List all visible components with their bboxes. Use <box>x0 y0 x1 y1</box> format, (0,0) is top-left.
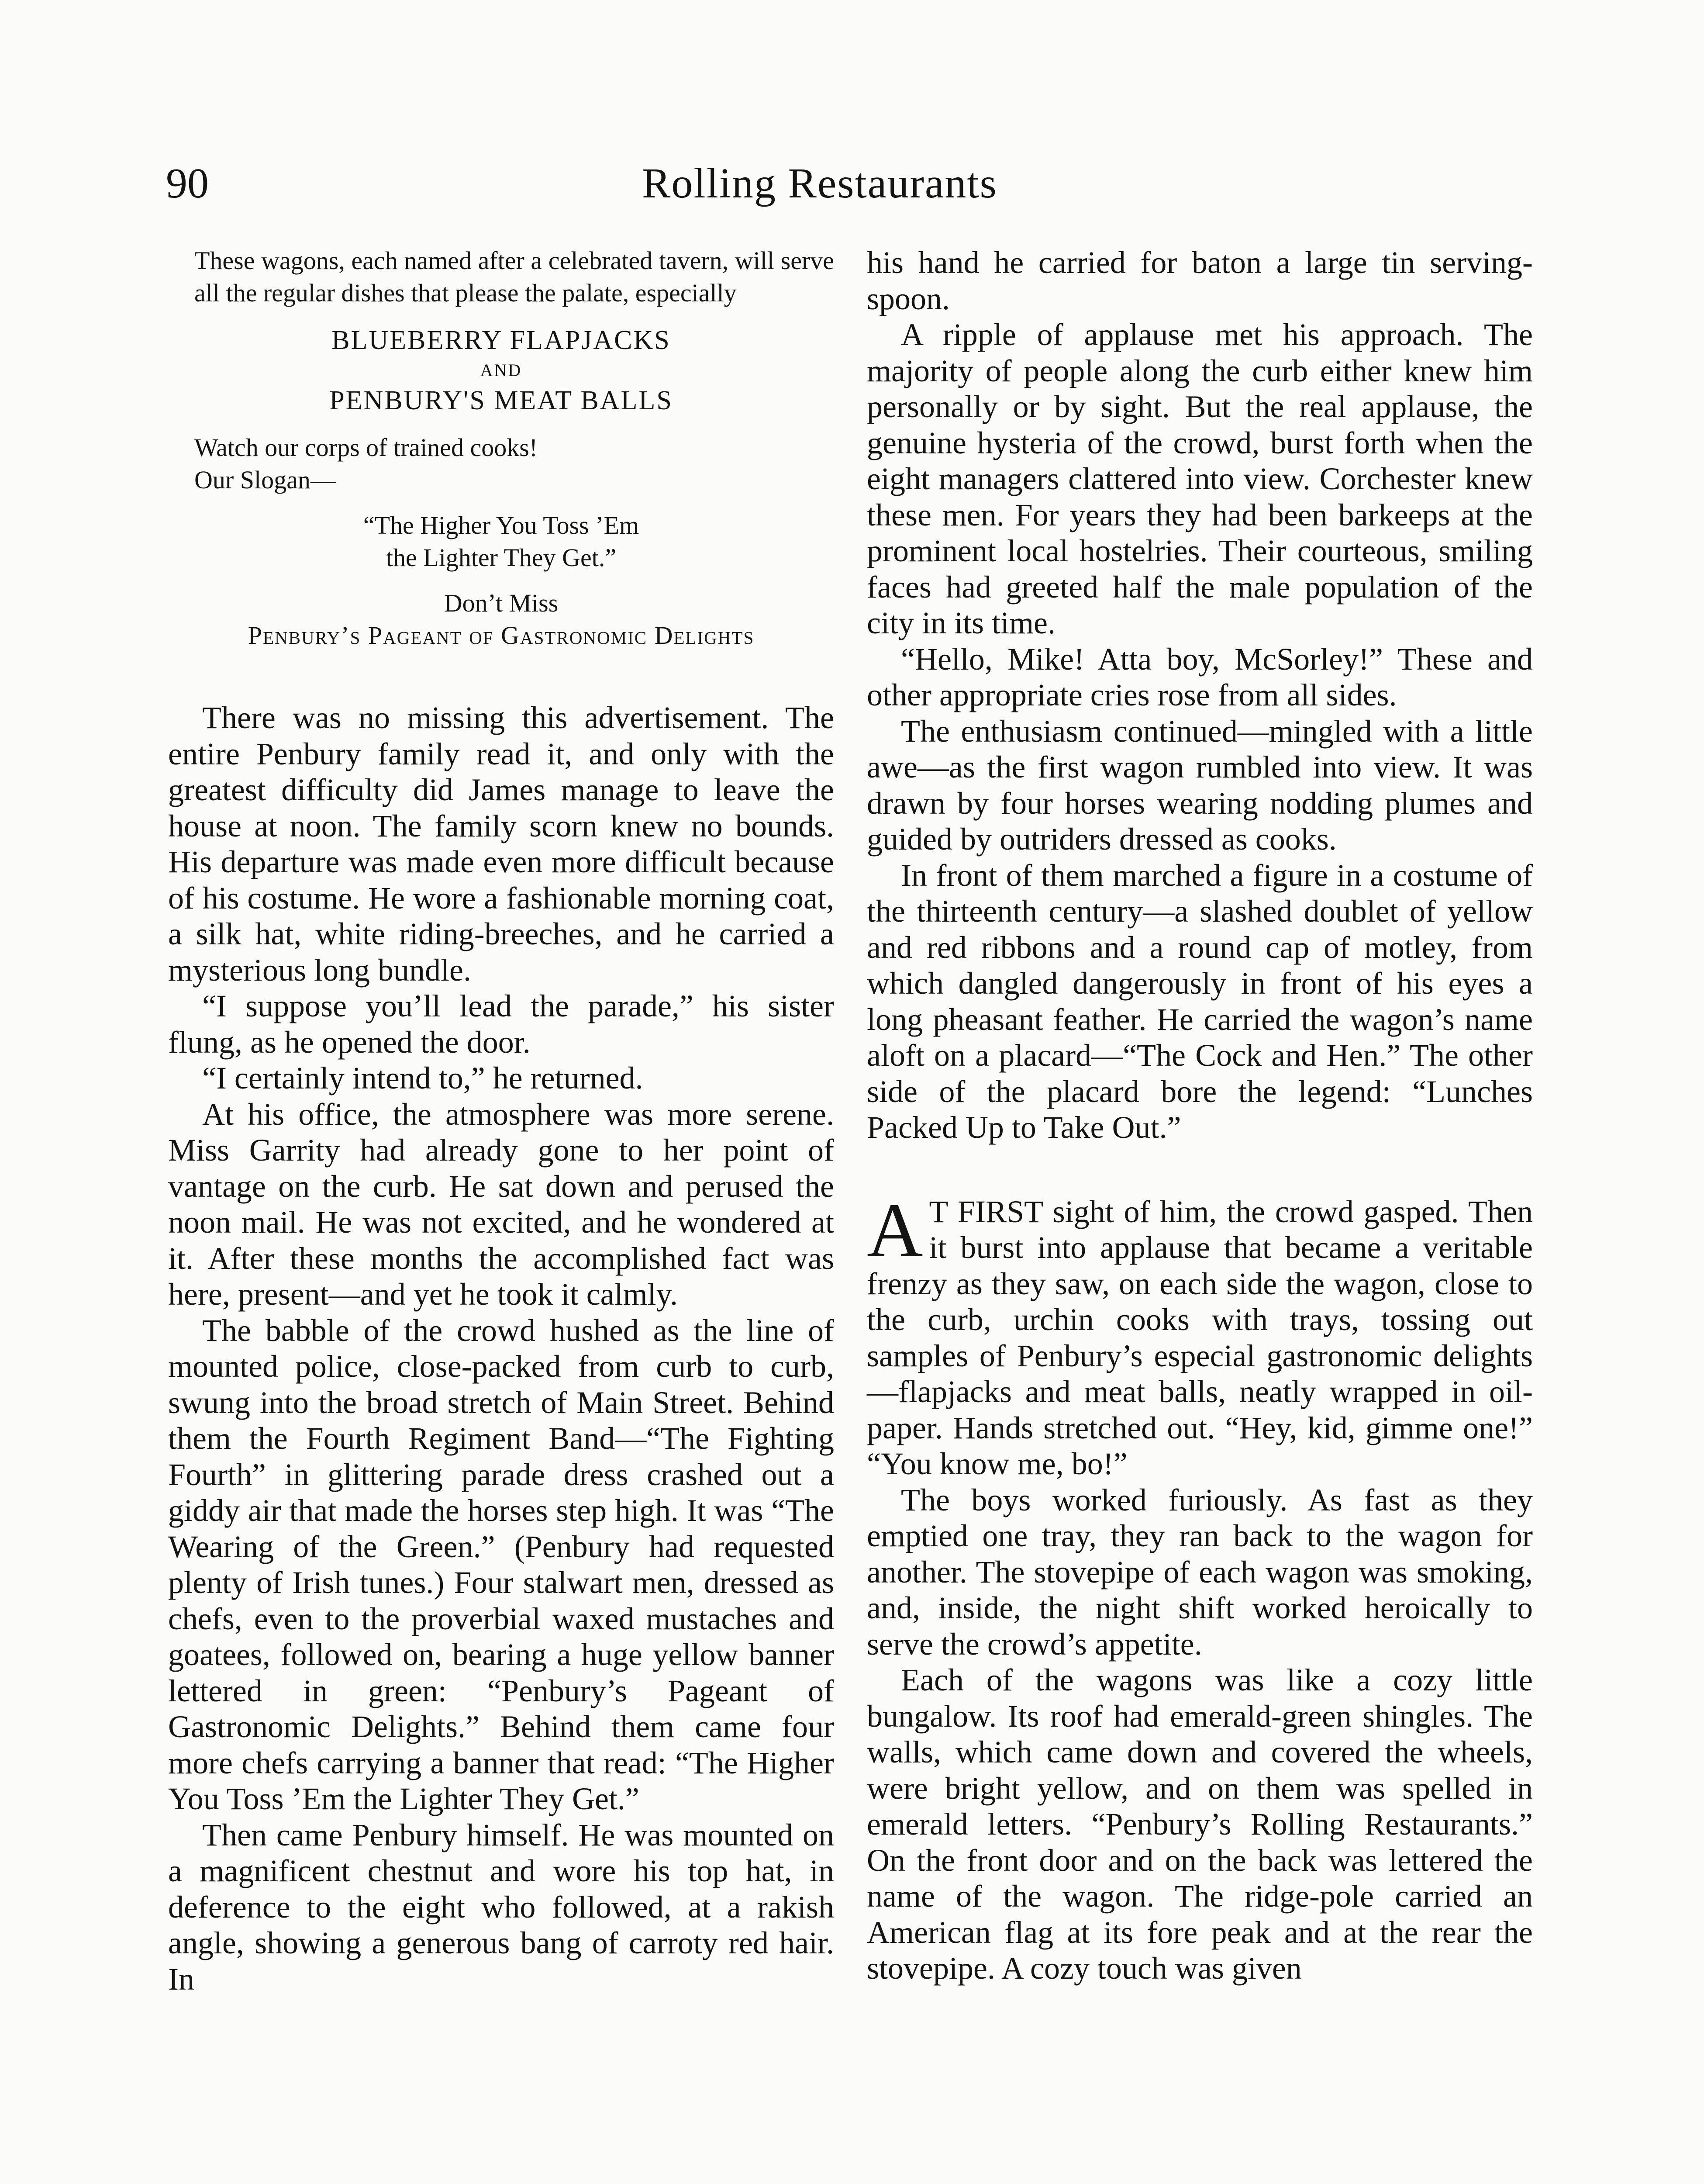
paragraph: his hand he carried for baton a large tin serving-spoon. <box>867 245 1533 316</box>
advertisement-block <box>168 245 834 652</box>
drop-cap: A <box>867 1186 923 1273</box>
paragraph: The boys worked furiously. As fast as they emptied one tray, they ran back to the wagon for another. The stovepipe of each wagon was smoking, and, inside, the night shift worked heroically to serve the crowd’s appetite. <box>867 1482 1533 1662</box>
ad-slogan-label: Our Slogan— <box>194 466 336 494</box>
paragraph: “Hello, Mike! Atta boy, McSorley!” These and other appropriate cries rose from all sides. <box>867 641 1533 712</box>
paragraph: At his office, the atmosphere was more serene. Miss Garrity had already gone to her point of vantage on the curb. He sat down and perused the noon mail. He was not excited, and he wondered at it. After these months the accomplished fact was here, present—and yet he took it calmly. <box>168 1096 834 1312</box>
paragraph: Then came Penbury himself. He was mounted on a magnificent chestnut and wore his top hat, in deference to the eight who followed, at a rakish angle, showing a generous bang of carroty red hair. In <box>168 1817 834 1997</box>
section-opening-paragraph <box>867 1186 1533 1482</box>
ad-dish-flapjacks: BLUEBERRY FLAPJACKS <box>331 325 671 355</box>
ad-cooks: Watch our corps of trained cooks! <box>194 433 538 462</box>
paragraph: In front of them marched a figure in a costume of the thirteenth century—a slashed doublet of yellow and red ribbons and a round cap of motley, from which dangled dangerously in front of his eyes a long pheasant feather. He carried the wagon’s name aloft on a placard—“The Cock and Hen.” The other side of the placard bore the legend: “Lunches Packed Up to Take Out.” <box>867 857 1533 1145</box>
ad-slogan-line1: “The Higher You Toss ’Em <box>363 511 639 539</box>
paragraph: The babble of the crowd hushed as the line of mounted police, close-packed from curb to curb, swung into the broad stretch of Main Street. Behind them the Fourth Regiment Band—“The Fighting Fourth” in glittering parade dress crashed out a giddy air that made the horses step high. It was “The Wearing of the Green.” (Penbury had requested plenty of Irish tunes.) Four stalwart men, dressed as chefs, even to the proverbial waxed mustaches and goatees, followed on, bearing a huge yellow banner lettered in green: “Penbury’s Pageant of Gastronomic Delights.” Behind them came four more chefs carrying a banner that read: “The Higher You Toss ’Em the Lighter They Get.” <box>168 1313 834 1816</box>
ad-dont-miss: Don’t Miss <box>444 589 559 617</box>
paragraph: There was no missing this advertisement. The entire Penbury family read it, and only with the greatest difficulty did James manage to leave the house at noon. The family scorn knew no bounds. His departure was made even more difficult because of his costume. He wore a fashionable morning coat, a silk hat, white riding-breeches, and he carried a mysterious long bundle. <box>168 700 834 988</box>
paragraph: The enthusiasm continued—mingled with a little awe—as the first wagon rumbled into view. It was drawn by four horses wearing nodding plumes and guided by outriders dressed as cooks. <box>867 713 1533 857</box>
paragraph: A ripple of applause met his approach. The majority of people along the curb either knew him personally or by sight. But the real applause, the genuine hysteria of the crowd, burst forth when the eight managers clattered into view. Corchester knew these men. For years they had been barkeeps at the prominent local hostelries. Their courteous, smiling faces had greeted half the male population of the city in its time. <box>867 317 1533 640</box>
ad-pageant: Penbury’s Pageant of Gastronomic Delights <box>248 621 755 650</box>
paragraph: Each of the wagons was like a cozy little bungalow. Its roof had emerald-green shingles. The walls, which came down and covered the wheels, were bright yellow, and on them was spelled in emerald letters. “Penbury’s Rolling Restaurants.” On the front door and on the back was lettered the name of the wagon. The ridge-pole carried an American flag at its fore peak and at the rear the stovepipe. A cozy touch was given <box>867 1662 1533 1986</box>
paragraph: “I suppose you’ll lead the parade,” his sister flung, as he opened the door. <box>168 988 834 1060</box>
page-number: 90 <box>166 160 209 207</box>
left-column <box>168 245 834 1997</box>
ad-intro: These wagons, each named after a celebrated tavern, will serve all the regular dishes that please the palate, especially <box>194 246 834 307</box>
paragraph: “I certainly intend to,” he returned. <box>202 1061 643 1095</box>
running-title: Rolling Restaurants <box>642 160 997 207</box>
ad-and: AND <box>480 360 522 380</box>
page-header <box>0 157 1704 210</box>
ad-slogan-line2: the Lighter They Get.” <box>386 543 617 572</box>
left-body <box>168 700 834 1997</box>
ad-dish-meatballs: PENBURY'S MEAT BALLS <box>329 386 673 415</box>
section-opening-text: T FIRST sight of him, the crowd gasped. Then it burst into applause that became a veritable frenzy as they saw, on each side the wagon, close to the curb, urchin cooks with trays, tossing out samples of Penbury’s especial gastronomic delights—flapjacks and meat balls, neatly wrapped in oil-paper. Hands stretched out. “Hey, kid, gimme one!” “You know me, bo!” <box>867 1194 1533 1481</box>
right-column <box>867 245 1533 1987</box>
